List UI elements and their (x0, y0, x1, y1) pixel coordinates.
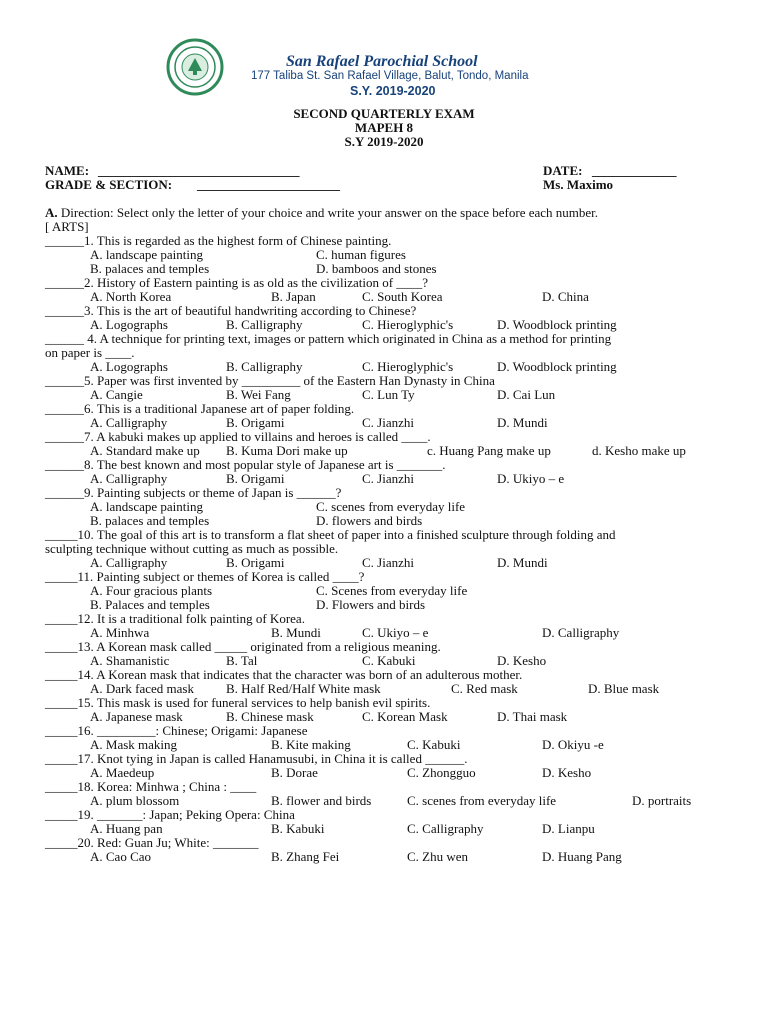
question-7-text: ______7. A kabuki makes up applied to villains and heroes is called ____. (45, 429, 431, 444)
question-1-option: D. bamboos and stones (316, 261, 437, 276)
question-1-text: ______1. This is regarded as the highest form of Chinese painting. (45, 233, 392, 248)
question-17-text: _____17. Knot tying in Japan is called Hanamusubi, in China it is called ______. (45, 751, 468, 766)
question-15-text: _____15. This mask is used for funeral services to help banish evil spirits. (45, 695, 431, 710)
question-3-option: D. Woodblock printing (497, 317, 617, 332)
question-18-option: D. portraits (632, 793, 692, 808)
question-6-option: B. Origami (226, 415, 285, 430)
question-5-option: C. Lun Ty (362, 387, 415, 402)
question-1-option: B. palaces and temples (90, 261, 210, 276)
question-16-option: A. Mask making (90, 737, 178, 752)
question-12-option: D. Calligraphy (542, 625, 620, 640)
direction-letter: A. (45, 205, 58, 220)
question-10-option: B. Origami (226, 555, 285, 570)
school-year: S.Y. 2019-2020 (350, 84, 436, 98)
question-6-option: A. Calligraphy (90, 415, 168, 430)
question-15-option: A. Japanese mask (90, 709, 183, 724)
question-19-text: _____19. _______: Japan; Peking Opera: China (45, 807, 295, 822)
teacher-name: Ms. Maximo (543, 177, 614, 192)
question-14-text: _____14. A Korean mask that indicates that the character was born of an adulterous mother. (45, 667, 523, 682)
question-14-option: A. Dark faced mask (90, 681, 194, 696)
question-11-text: _____11. Painting subject or themes of Korea is called ____? (45, 569, 365, 584)
question-10-text: _____10. The goal of this art is to transform a flat sheet of paper into a finished sculpture through folding and (45, 527, 616, 542)
question-19-option: C. Calligraphy (407, 821, 484, 836)
question-8-option: B. Origami (226, 471, 285, 486)
date-label: DATE: (543, 163, 583, 178)
question-8-option: C. Jianzhi (362, 471, 414, 486)
grade-section-label: GRADE & SECTION: (45, 177, 173, 192)
question-16-text: _____16. _________: Chinese; Origami: Japanese (45, 723, 308, 738)
question-8-option: D. Ukiyo – e (497, 471, 565, 486)
question-11-option: D. Flowers and birds (316, 597, 426, 612)
exam-title: SECOND QUARTERLY EXAM (293, 106, 475, 121)
question-7-option: A. Standard make up (90, 443, 200, 458)
question-20-text: _____20. Red: Guan Ju; White: _______ (45, 835, 259, 850)
question-4-option: D. Woodblock printing (497, 359, 617, 374)
question-6-option: C. Jianzhi (362, 415, 414, 430)
direction (45, 206, 598, 220)
name-line: _______________________________ (98, 163, 300, 178)
question-18-option: B. flower and birds (271, 793, 372, 808)
question-2-option: B. Japan (271, 289, 316, 304)
question-17-option: B. Dorae (271, 765, 318, 780)
question-1-option: C. human figures (316, 247, 406, 262)
question-17-option: D. Kesho (542, 765, 592, 780)
question-5-text: ______5. Paper was first invented by _________ of the Eastern Han Dynasty in China (45, 373, 495, 388)
question-11-option: B. Palaces and temples (90, 597, 210, 612)
question-17-option: A. Maedeup (90, 765, 155, 780)
question-4-text: ______ 4. A technique for printing text, images or pattern which originated in China as a method for printing (45, 331, 612, 346)
school-address: 177 Taliba St. San Rafael Village, Balut, Tondo, Manila (251, 70, 529, 82)
question-5-option: D. Cai Lun (497, 387, 556, 402)
question-9-option: D. flowers and birds (316, 513, 423, 528)
school-logo (162, 38, 228, 96)
school-name: San Rafael Parochial School (286, 53, 478, 70)
question-3-option: C. Hieroglyphic's (362, 317, 454, 332)
grade-section-line: ______________________ (197, 177, 340, 192)
exam-subject: MAPEH 8 (354, 120, 414, 135)
question-12-option: B. Mundi (271, 625, 321, 640)
section-category: [ ARTS] (45, 219, 89, 234)
question-18-option: A. plum blossom (90, 793, 180, 808)
question-16-option: C. Kabuki (407, 737, 461, 752)
question-3-option: B. Calligraphy (226, 317, 303, 332)
question-6-option: D. Mundi (497, 415, 548, 430)
question-18-text: _____18. Korea: Minhwa ; China : ____ (45, 779, 257, 794)
question-15-option: B. Chinese mask (226, 709, 314, 724)
question-20-option: C. Zhu wen (407, 849, 469, 864)
question-11-option: C. Scenes from everyday life (316, 583, 468, 598)
question-7-option: c. Huang Pang make up (427, 443, 551, 458)
question-6-text: ______6. This is a traditional Japanese art of paper folding. (45, 401, 355, 416)
question-4-text: on paper is ____. (45, 345, 135, 360)
question-18-option: C. scenes from everyday life (407, 793, 557, 808)
question-3-option: A. Logographs (90, 317, 168, 332)
question-11-option: A. Four gracious plants (90, 583, 213, 598)
question-13-option: A. Shamanistic (90, 653, 170, 668)
question-14-option: C. Red mask (451, 681, 518, 696)
question-13-option: C. Kabuki (362, 653, 416, 668)
question-2-option: A. North Korea (90, 289, 172, 304)
question-10-option: A. Calligraphy (90, 555, 168, 570)
question-15-option: D. Thai mask (497, 709, 568, 724)
question-17-option: C. Zhongguo (407, 765, 476, 780)
question-16-option: B. Kite making (271, 737, 351, 752)
question-12-option: A. Minhwa (90, 625, 150, 640)
question-2-option: D. China (542, 289, 589, 304)
question-14-option: D. Blue mask (588, 681, 660, 696)
question-2-option: C. South Korea (362, 289, 443, 304)
question-4-option: A. Logographs (90, 359, 168, 374)
question-13-option: B. Tal (226, 653, 258, 668)
question-5-option: B. Wei Fang (226, 387, 291, 402)
question-9-option: A. landscape painting (90, 499, 203, 514)
question-3-text: ______3. This is the art of beautiful handwriting according to Chinese? (45, 303, 417, 318)
question-19-option: A. Huang pan (90, 821, 163, 836)
question-20-option: A. Cao Cao (90, 849, 152, 864)
question-12-option: C. Ukiyo – e (362, 625, 429, 640)
question-7-option: d. Kesho make up (592, 443, 686, 458)
question-8-option: A. Calligraphy (90, 471, 168, 486)
question-9-option: B. palaces and temples (90, 513, 210, 528)
question-13-text: _____13. A Korean mask called _____ originated from a religious meaning. (45, 639, 441, 654)
question-14-option: B. Half Red/Half White mask (226, 681, 381, 696)
question-4-option: B. Calligraphy (226, 359, 303, 374)
question-2-text: ______2. History of Eastern painting is as old as the civilization of ____? (45, 275, 429, 290)
question-19-option: D. Lianpu (542, 821, 595, 836)
question-10-option: D. Mundi (497, 555, 548, 570)
question-20-option: D. Huang Pang (542, 849, 622, 864)
question-20-option: B. Zhang Fei (271, 849, 340, 864)
date-line: _____________ (592, 163, 677, 178)
direction-text: Direction: Select only the letter of your choice and write your answer on the space before each number. (57, 205, 599, 220)
question-12-text: _____12. It is a traditional folk painting of Korea. (45, 611, 305, 626)
exam-year: S.Y 2019-2020 (344, 134, 424, 149)
question-15-option: C. Korean Mask (362, 709, 448, 724)
name-label: NAME: (45, 163, 90, 178)
question-16-option: D. Okiyu -e (542, 737, 604, 752)
question-19-option: B. Kabuki (271, 821, 325, 836)
question-10-option: C. Jianzhi (362, 555, 414, 570)
question-10-text: sculpting technique without cutting as much as possible. (45, 541, 339, 556)
question-13-option: D. Kesho (497, 653, 547, 668)
question-7-option: B. Kuma Dori make up (226, 443, 348, 458)
question-9-text: ______9. Painting subjects or theme of Japan is ______? (45, 485, 342, 500)
question-5-option: A. Cangie (90, 387, 143, 402)
question-9-option: C. scenes from everyday life (316, 499, 466, 514)
question-1-option: A. landscape painting (90, 247, 203, 262)
question-4-option: C. Hieroglyphic's (362, 359, 454, 374)
question-8-text: ______8. The best known and most popular style of Japanese art is _______. (45, 457, 446, 472)
